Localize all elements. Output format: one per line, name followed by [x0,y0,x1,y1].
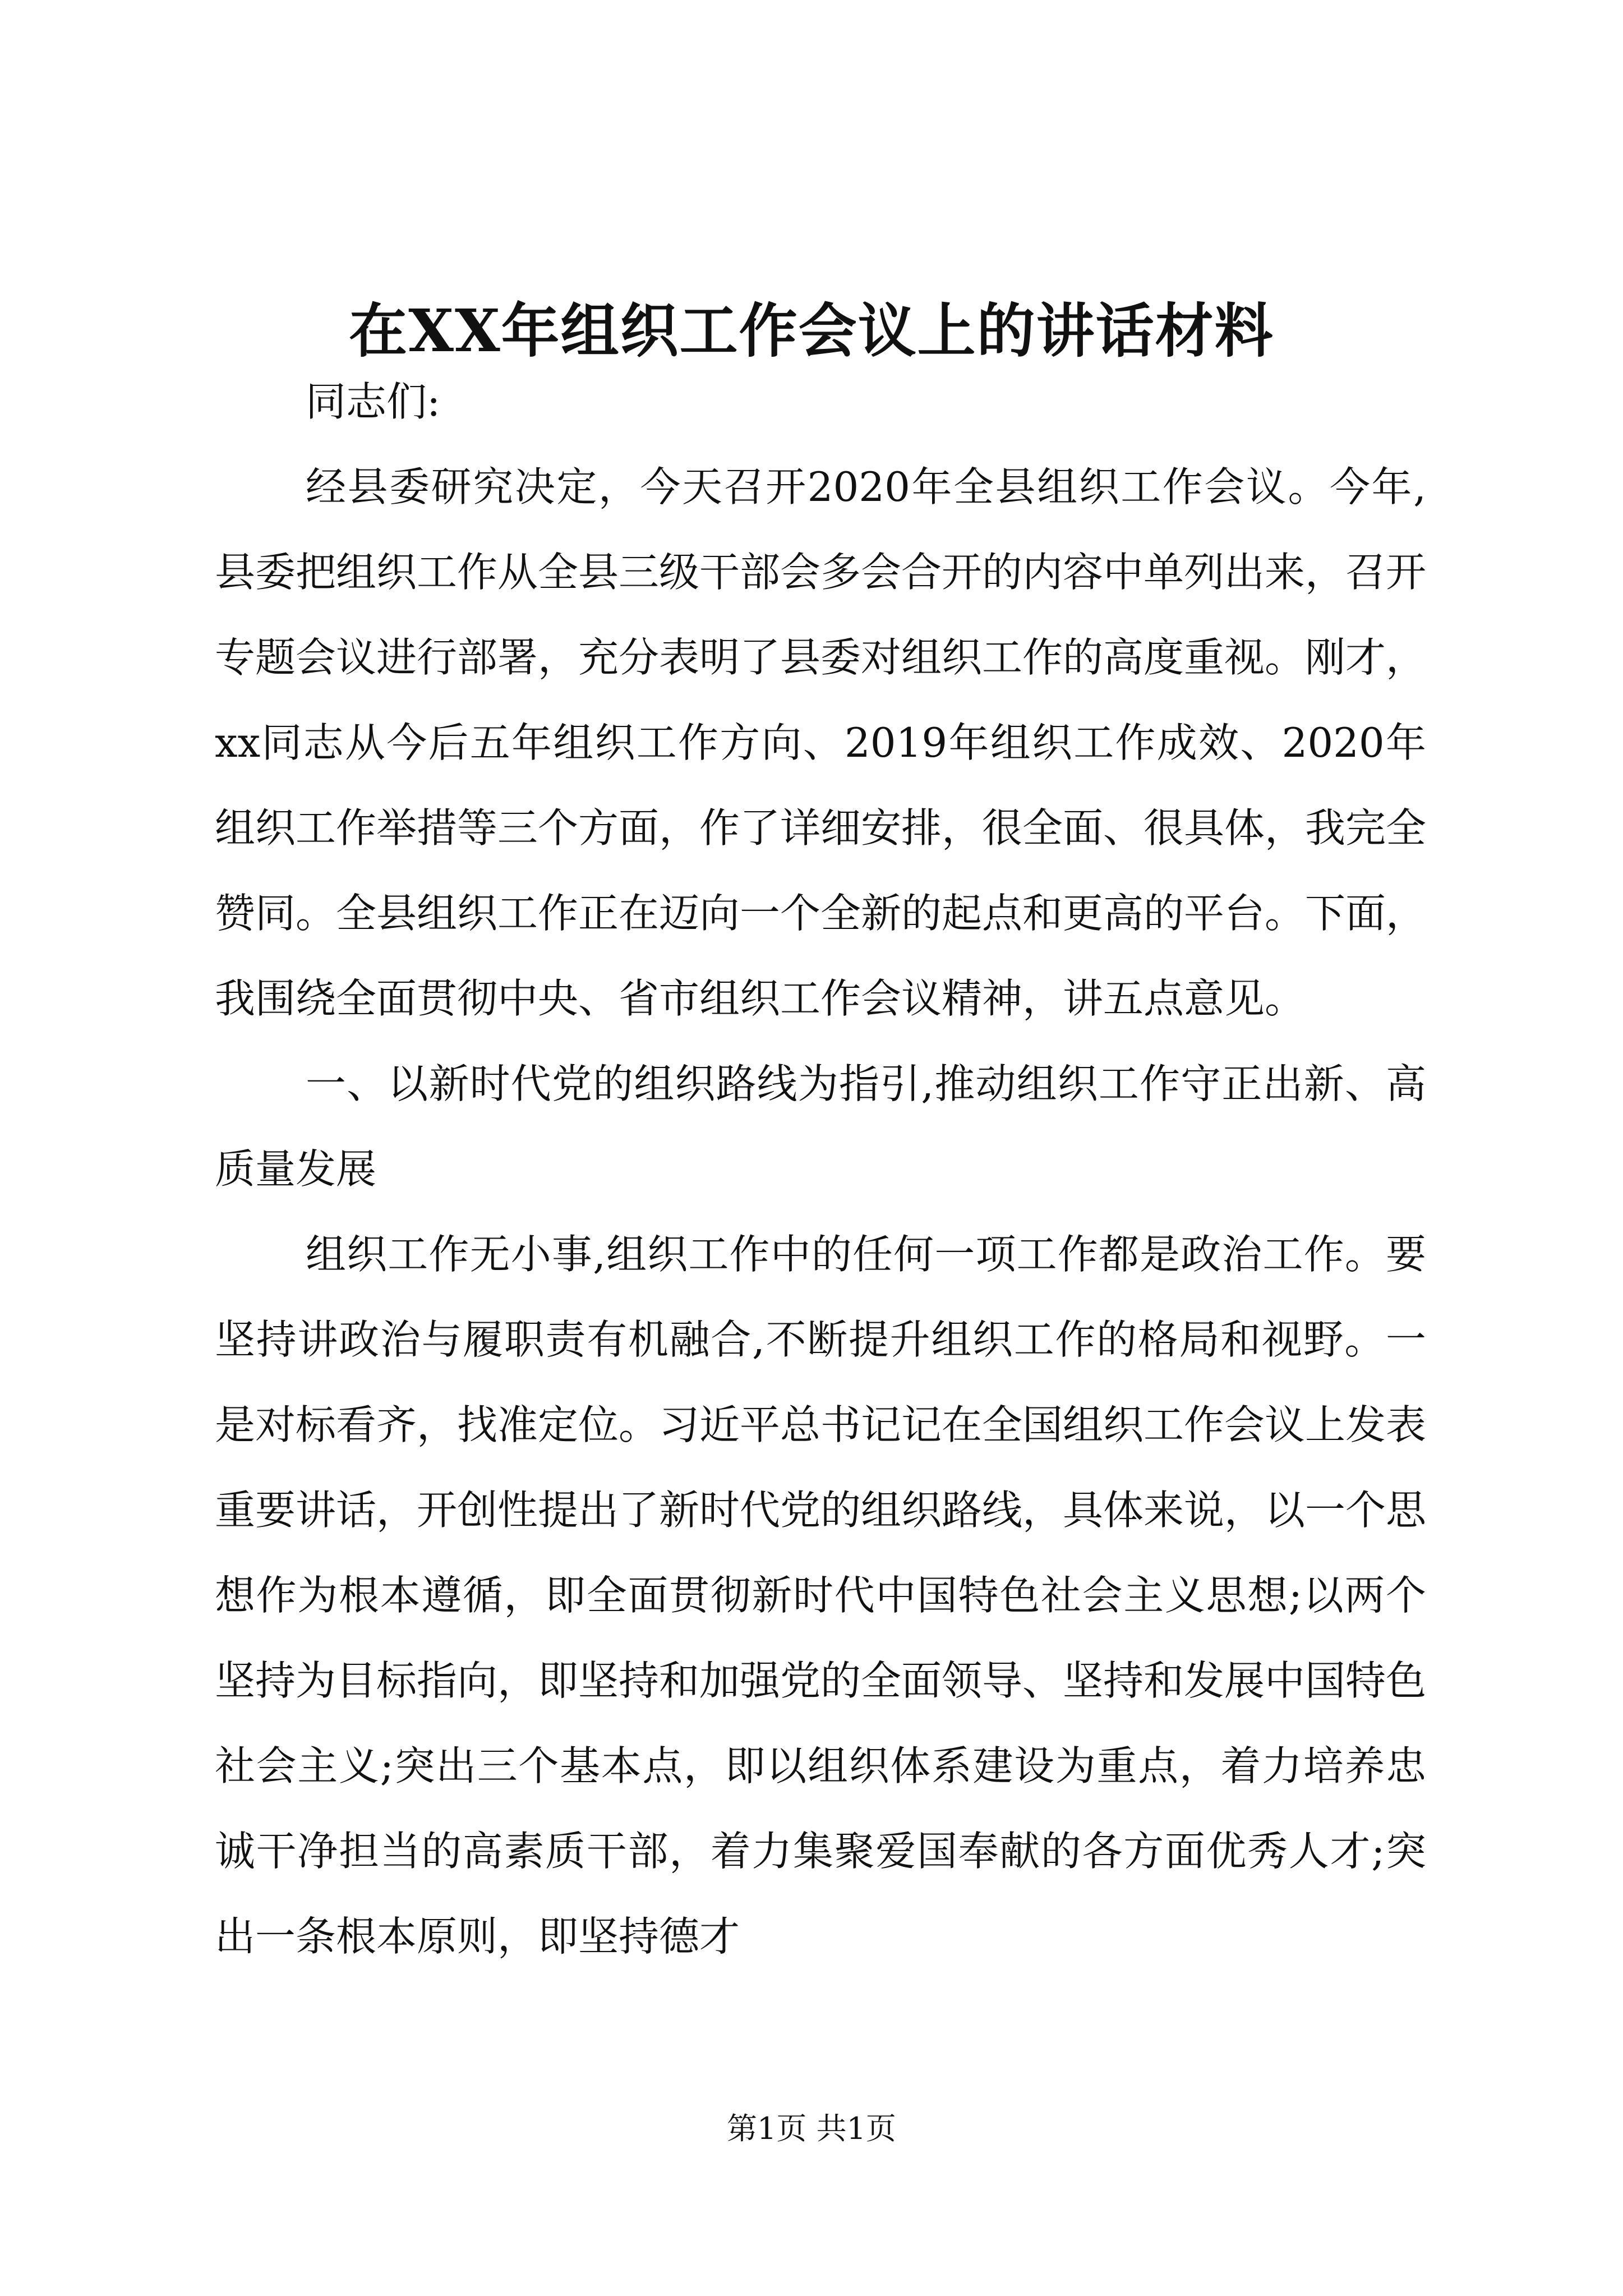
section-heading-1: 一、以新时代党的组织路线为指引,推动组织工作守正出新、高质量发展 [215,1060,1426,1193]
body-paragraph-1: 组织工作无小事,组织工作中的任何一项工作都是政治工作。要坚持讲政治与履职责有机融合,不断提升组织工作的格局和视野。一是对标看齐，找准定位。习近平总书记记在全国组织工作会议上发表重要讲话，开创性提出了新时代党的组织路线，具体来说，以一个思想作为根本遵循，即全面贯彻新时代中国特色社会主义思想;以两个坚持为目标指向，即坚持和加强党的全面领导、坚持和发展中国特色社会主义;突出三个基本点，即以组织体系建设为重点，着力培养忠诚干净担当的高素质干部，着力集聚爱国奉献的各方面优秀人才;突出一条根本原则，即坚持德才 [215,1231,1427,1960]
document-body [215,359,1426,1979]
intro-paragraph: 经县委研究决定，今天召开2020年全县组织工作会议。今年,县委把组织工作从全县三级干部会多会合开的内容中单列出来，召开专题会议进行部署，充分表明了县委对组织工作的高度重视。刚才，xx同志从今后五年组织工作方向、2019年组织工作成效、2020年组织工作举措等三个方面，作了详细安排，很全面、很具体，我完全赞同。全县组织工作正在迈向一个全新的起点和更高的平台。下面，我围绕全面贯彻中央、省市组织工作会议精神，讲五点意见。 [215,463,1427,1022]
document-title: 在XX年组织工作会议上的讲话材料 [349,296,1274,365]
salutation-paragraph: 同志们: [306,378,441,425]
page-footer: 第1页 共1页 [727,2111,896,2146]
